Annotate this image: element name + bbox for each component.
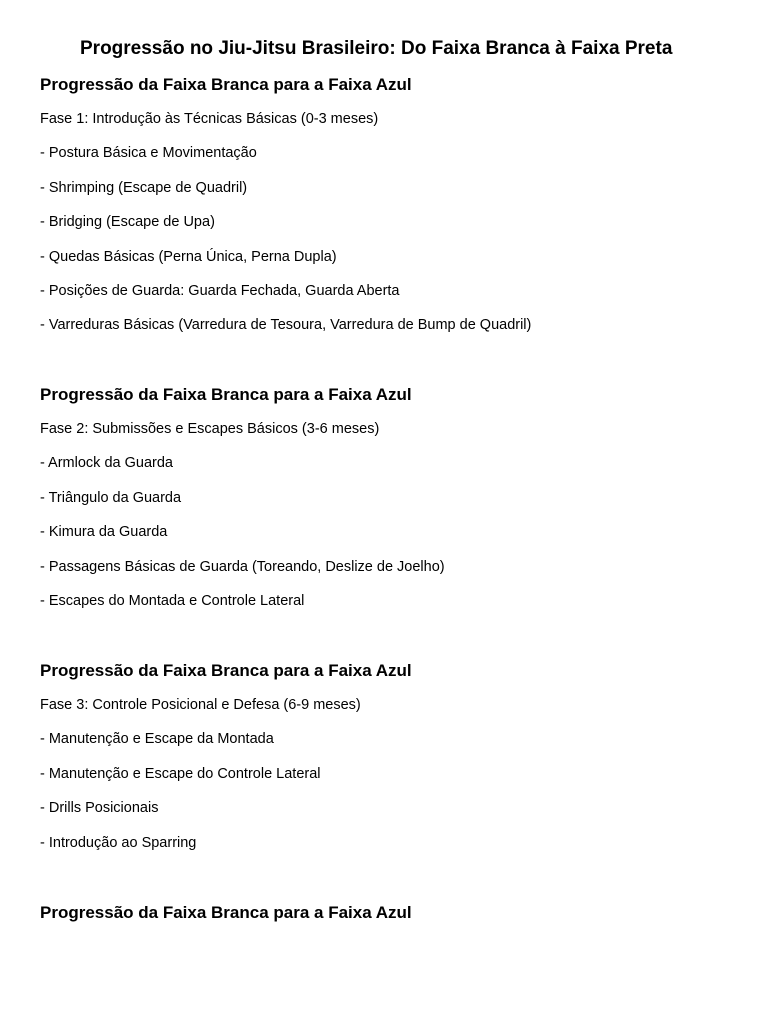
list-item: - Manutenção e Escape do Controle Lateral xyxy=(40,765,321,782)
technique-list xyxy=(40,454,740,610)
document-title: Progressão no Jiu-Jitsu Brasileiro: Do Faixa Branca à Faixa Preta xyxy=(80,38,673,59)
list-item: - Varreduras Básicas (Varredura de Tesoura, Varredura de Bump de Quadril) xyxy=(40,317,532,334)
list-item: - Kimura da Guarda xyxy=(40,524,168,541)
list-item: - Shrimping (Escape de Quadril) xyxy=(40,179,248,196)
list-item: - Armlock da Guarda xyxy=(40,455,173,472)
section-heading: Progressão da Faixa Branca para a Faixa Azul xyxy=(40,385,412,404)
list-item: - Drills Posicionais xyxy=(40,800,159,817)
list-item: - Quedas Básicas (Perna Única, Perna Dupla) xyxy=(40,248,337,265)
section-phase-4 xyxy=(40,902,740,924)
list-item: - Postura Básica e Movimentação xyxy=(40,145,257,162)
list-item: - Triângulo da Guarda xyxy=(40,489,182,506)
technique-list xyxy=(40,730,740,851)
technique-list xyxy=(40,144,740,334)
phase-title: Fase 3: Controle Posicional e Defesa (6-9 meses) xyxy=(40,697,361,713)
section-heading: Progressão da Faixa Branca para a Faixa Azul xyxy=(40,661,412,680)
list-item: - Bridging (Escape de Upa) xyxy=(40,214,215,231)
section-phase-3 xyxy=(40,660,740,852)
list-item: - Introdução ao Sparring xyxy=(40,834,197,851)
list-item: - Passagens Básicas de Guarda (Toreando, Deslize de Joelho) xyxy=(40,558,445,575)
section-heading: Progressão da Faixa Branca para a Faixa Azul xyxy=(40,75,412,94)
list-item: - Escapes do Montada e Controle Lateral xyxy=(40,592,305,609)
section-phase-1 xyxy=(40,74,740,334)
list-item: - Posições de Guarda: Guarda Fechada, Guarda Aberta xyxy=(40,282,400,299)
phase-title: Fase 1: Introdução às Técnicas Básicas (0-3 meses) xyxy=(40,111,379,127)
section-heading: Progressão da Faixa Branca para a Faixa Azul xyxy=(40,903,412,922)
list-item: - Manutenção e Escape da Montada xyxy=(40,731,274,748)
section-phase-2 xyxy=(40,384,740,610)
phase-title: Fase 2: Submissões e Escapes Básicos (3-6 meses) xyxy=(40,421,380,437)
